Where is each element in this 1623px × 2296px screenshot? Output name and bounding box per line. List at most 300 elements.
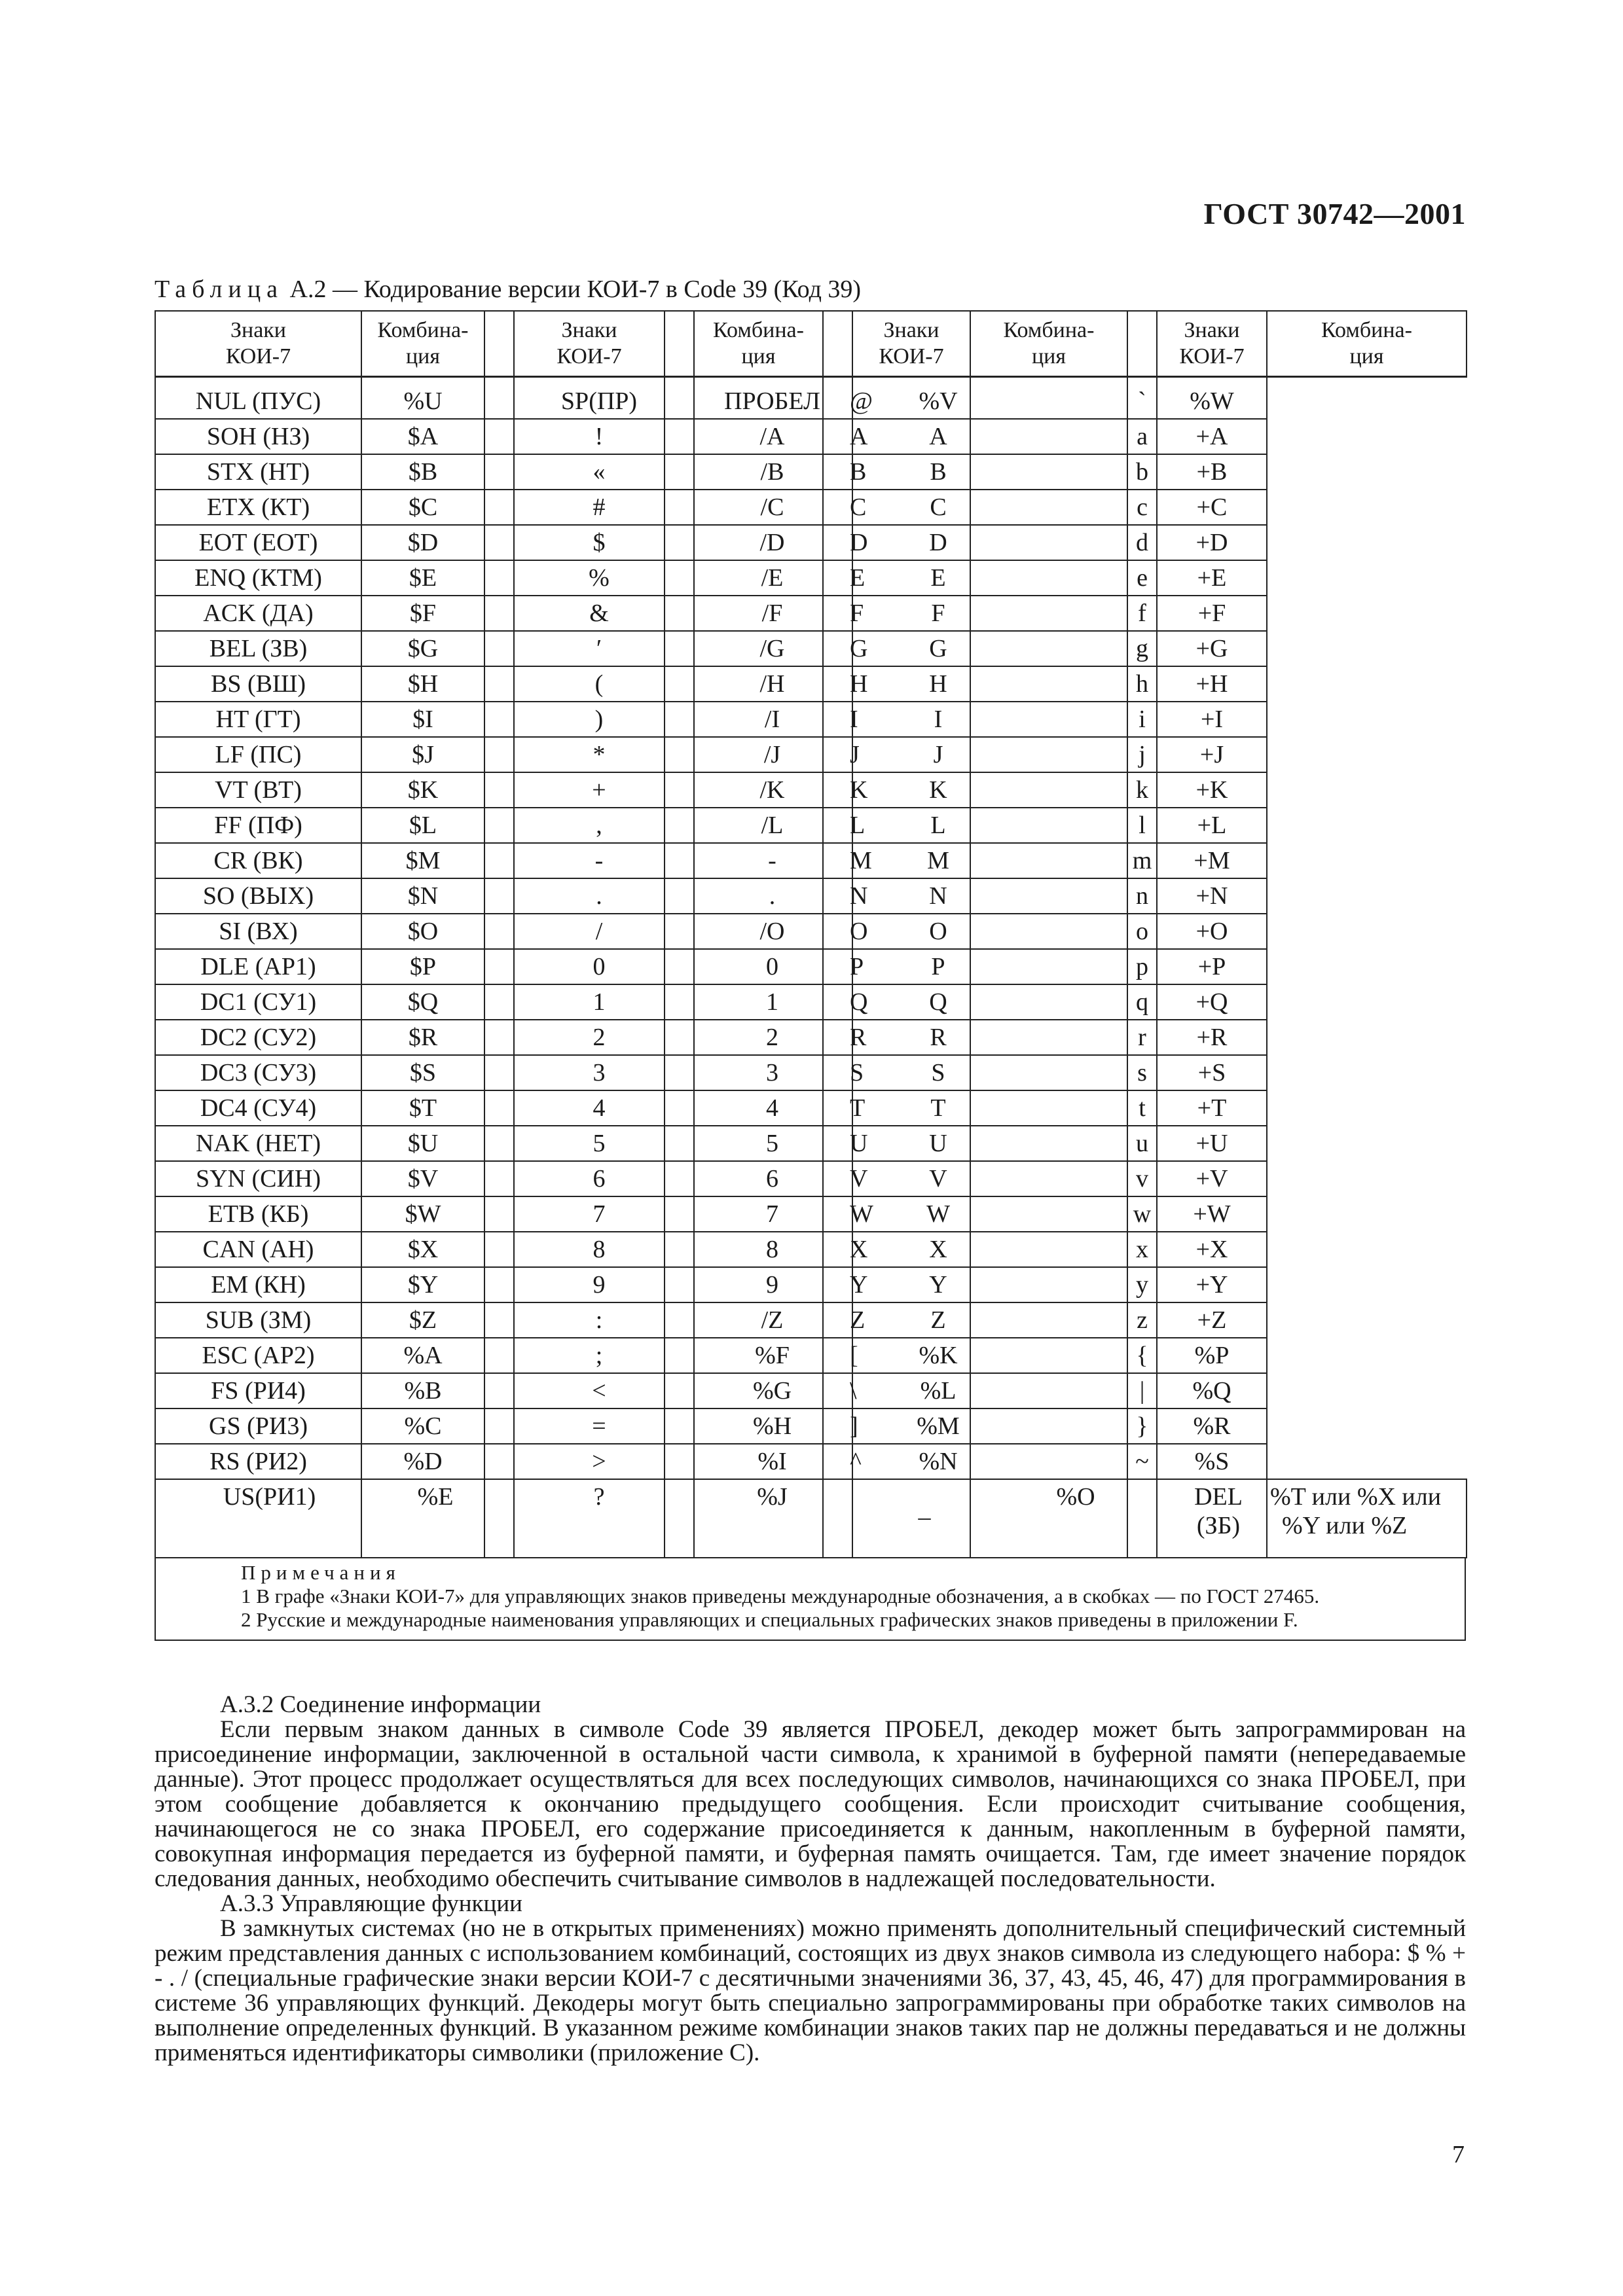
header-combination-1: Комбина- ция: [361, 311, 484, 377]
caption-label: Таблица: [155, 276, 284, 303]
cell-koi7-1: CAN (АН): [155, 1232, 361, 1267]
cell-koi7-1: VT (ВТ): [155, 772, 361, 808]
cell-koi7-1: NUL (ПУС): [155, 377, 361, 420]
notes-title: Примечания: [241, 1561, 401, 1584]
column-gap: [484, 1020, 514, 1055]
cell-koi7-3: B: [823, 454, 852, 490]
cell-combination-4: +U: [1157, 1126, 1267, 1161]
table-row: [155, 702, 1467, 737]
column-gap: [665, 1126, 694, 1161]
cell-koi7-3: F: [823, 596, 852, 631]
column-gap: [665, 631, 694, 666]
cell-combination-2: /A: [694, 419, 823, 454]
column-gap: [970, 490, 1127, 525]
column-gap: [665, 878, 694, 914]
cell-koi7-2: 5: [514, 1126, 665, 1161]
column-gap: [665, 1161, 694, 1196]
cell-koi7-4: a: [1127, 419, 1157, 454]
cell-combination-3: I: [852, 702, 970, 737]
cell-combination-2: 1: [694, 984, 823, 1020]
cell-koi7-3: \: [823, 1373, 852, 1408]
table-row: [155, 1055, 1467, 1090]
table-row: [155, 666, 1467, 702]
column-gap: [665, 666, 694, 702]
cell-combination-2: 8: [694, 1232, 823, 1267]
cell-koi7-2: ′: [514, 631, 665, 666]
cell-combination-1: $I: [361, 702, 484, 737]
cell-combination-3: %L: [852, 1373, 970, 1408]
cell-koi7-1: US(РИ1): [155, 1479, 361, 1558]
table-row: [155, 419, 1467, 454]
cell-koi7-4: DEL (ЗБ): [1157, 1479, 1267, 1558]
column-gap: [970, 419, 1127, 454]
column-gap: [970, 377, 1127, 420]
cell-combination-2: /Z: [694, 1302, 823, 1338]
column-gap: [665, 1408, 694, 1444]
cell-combination-1: %U: [361, 377, 484, 420]
caption-text: А.2 — Кодирование версии КОИ-7 в Code 39 (Код 39): [283, 276, 862, 303]
cell-combination-1: $Z: [361, 1302, 484, 1338]
cell-combination-2: %G: [694, 1373, 823, 1408]
column-gap: [970, 596, 1127, 631]
column-gap: [665, 808, 694, 843]
cell-combination-1: $Y: [361, 1267, 484, 1302]
cell-combination-2: /E: [694, 560, 823, 596]
cell-koi7-4: w: [1127, 1196, 1157, 1232]
cell-koi7-2: 4: [514, 1090, 665, 1126]
header-row: [155, 311, 1467, 377]
cell-combination-4: +V: [1157, 1161, 1267, 1196]
cell-combination-4: +J: [1157, 737, 1267, 772]
cell-combination-2: 4: [694, 1090, 823, 1126]
cell-koi7-3: J: [823, 737, 852, 772]
cell-combination-3: N: [852, 878, 970, 914]
column-gap: [484, 1267, 514, 1302]
column-gap: [970, 1338, 1127, 1373]
table-row: [155, 1408, 1467, 1444]
column-gap: [484, 1373, 514, 1408]
cell-combination-3: P: [852, 949, 970, 984]
table-header: [155, 311, 1467, 377]
cell-combination-2: /J: [694, 737, 823, 772]
cell-koi7-2: :: [514, 1302, 665, 1338]
column-gap: [970, 914, 1127, 949]
cell-koi7-1: FF (ПФ): [155, 808, 361, 843]
cell-koi7-2: .: [514, 878, 665, 914]
cell-koi7-3: D: [823, 525, 852, 560]
cell-combination-4: %Q: [1157, 1373, 1267, 1408]
cell-combination-3: B: [852, 454, 970, 490]
cell-koi7-1: DC4 (СУ4): [155, 1090, 361, 1126]
cell-koi7-4: ~: [1127, 1444, 1157, 1479]
column-gap: [665, 843, 694, 878]
cell-combination-4: +L: [1157, 808, 1267, 843]
section-a32-text: Если первым знаком данных в символе Code 39 является ПРОБЕЛ, декодер может быть запрограммирован на присоединение информации, заключенной в остальной части символа, к хранимой в буферной памяти (непередаваемые данные). Этот процесс продолжает осуществляться для всех последующих символов, начинающихся со знака ПРОБЕЛ, при этом сообщение добавляется к окончанию предыдущего сообщения. Если происходит считывание сообщения, начинающегося не со знака ПРОБЕЛ, его содержание присоединяется к данным, накопленным в буферной памяти, совокупная информация передается из буферной памяти, и буферная память очищается. Там, где имеет значение порядок следования данных, необходимо обеспечить считывание символов в надлежащей последовательности.: [155, 1716, 1466, 1892]
cell-koi7-3: H: [823, 666, 852, 702]
column-gap: [484, 666, 514, 702]
cell-combination-1: $A: [361, 419, 484, 454]
cell-combination-2: %J: [694, 1479, 823, 1558]
cell-koi7-1: DC3 (СУ3): [155, 1055, 361, 1090]
cell-koi7-3: G: [823, 631, 852, 666]
column-gap: [970, 878, 1127, 914]
cell-combination-1: $Q: [361, 984, 484, 1020]
column-gap: [484, 1302, 514, 1338]
cell-combination-2: 7: [694, 1196, 823, 1232]
cell-combination-3: M: [852, 843, 970, 878]
cell-combination-3: H: [852, 666, 970, 702]
cell-koi7-4: g: [1127, 631, 1157, 666]
column-gap: [484, 1232, 514, 1267]
table-row: [155, 1161, 1467, 1196]
cell-koi7-4: |: [1127, 1373, 1157, 1408]
column-gap: [970, 1126, 1127, 1161]
cell-combination-3: X: [852, 1232, 970, 1267]
cell-koi7-2: +: [514, 772, 665, 808]
table-row: [155, 1267, 1467, 1302]
cell-combination-2: 5: [694, 1126, 823, 1161]
cell-koi7-4: f: [1127, 596, 1157, 631]
column-gap: [484, 1090, 514, 1126]
table-row: [155, 843, 1467, 878]
cell-combination-3: %N: [852, 1444, 970, 1479]
cell-combination-2: /K: [694, 772, 823, 808]
cell-combination-1: $E: [361, 560, 484, 596]
column-gap: [970, 1161, 1127, 1196]
cell-koi7-2: 2: [514, 1020, 665, 1055]
cell-koi7-1: NAK (НЕТ): [155, 1126, 361, 1161]
column-gap: [665, 596, 694, 631]
cell-combination-4: %P: [1157, 1338, 1267, 1373]
table-row: [155, 560, 1467, 596]
cell-combination-1: $W: [361, 1196, 484, 1232]
cell-koi7-2: ): [514, 702, 665, 737]
table-row: [155, 914, 1467, 949]
cell-koi7-2: #: [514, 490, 665, 525]
column-gap: [484, 1444, 514, 1479]
column-gap: [970, 737, 1127, 772]
cell-koi7-4: n: [1127, 878, 1157, 914]
cell-combination-1: $X: [361, 1232, 484, 1267]
cell-combination-1: $R: [361, 1020, 484, 1055]
cell-combination-3: J: [852, 737, 970, 772]
cell-combination-3: D: [852, 525, 970, 560]
cell-combination-1: %C: [361, 1408, 484, 1444]
header-koi7-2: Знаки КОИ-7: [514, 311, 665, 377]
note-2: 2 Русские и международные наименования управляющих и специальных графических знаков приведены в приложении F.: [241, 1608, 1298, 1631]
column-gap: [970, 1020, 1127, 1055]
cell-combination-1: $P: [361, 949, 484, 984]
body-text: [155, 1693, 1466, 2066]
cell-combination-3: L: [852, 808, 970, 843]
column-gap: [665, 984, 694, 1020]
page-number: 7: [1452, 2141, 1465, 2168]
cell-koi7-4: m: [1127, 843, 1157, 878]
table-row: [155, 772, 1467, 808]
cell-koi7-3: Z: [823, 1302, 852, 1338]
cell-combination-4: %S: [1157, 1444, 1267, 1479]
cell-koi7-2: -: [514, 843, 665, 878]
cell-koi7-3: ]: [823, 1408, 852, 1444]
cell-combination-2: /I: [694, 702, 823, 737]
cell-koi7-1: CR (ВК): [155, 843, 361, 878]
column-gap: [970, 560, 1127, 596]
header-combination-3: Комбина- ция: [970, 311, 1127, 377]
column-gap: [484, 984, 514, 1020]
header-koi7-1: Знаки КОИ-7: [155, 311, 361, 377]
cell-koi7-2: 6: [514, 1161, 665, 1196]
cell-combination-4: +X: [1157, 1232, 1267, 1267]
column-gap: [970, 1408, 1127, 1444]
cell-combination-2: /D: [694, 525, 823, 560]
table-row: [155, 1302, 1467, 1338]
table-row: [155, 631, 1467, 666]
table-row: [155, 737, 1467, 772]
cell-koi7-2: &: [514, 596, 665, 631]
cell-combination-4: +N: [1157, 878, 1267, 914]
cell-combination-3: C: [852, 490, 970, 525]
cell-combination-2: /H: [694, 666, 823, 702]
cell-combination-4: +H: [1157, 666, 1267, 702]
cell-combination-4: +E: [1157, 560, 1267, 596]
cell-koi7-2: <: [514, 1373, 665, 1408]
cell-combination-2: 9: [694, 1267, 823, 1302]
cell-combination-2: 2: [694, 1020, 823, 1055]
column-gap: [484, 1161, 514, 1196]
cell-combination-4: %R: [1157, 1408, 1267, 1444]
cell-combination-3: Q: [852, 984, 970, 1020]
column-gap: [484, 1479, 514, 1558]
column-gap: [970, 1267, 1127, 1302]
column-gap: [665, 772, 694, 808]
cell-koi7-1: ETB (КБ): [155, 1196, 361, 1232]
table-row: [155, 1090, 1467, 1126]
cell-koi7-3: N: [823, 878, 852, 914]
cell-combination-4: +A: [1157, 419, 1267, 454]
cell-combination-2: .: [694, 878, 823, 914]
column-gap: [665, 1267, 694, 1302]
column-gap: [665, 377, 694, 420]
header-combination-4: Комбина- ция: [1267, 311, 1467, 377]
cell-koi7-3: L: [823, 808, 852, 843]
cell-koi7-1: ACK (ДА): [155, 596, 361, 631]
column-gap: [484, 808, 514, 843]
cell-koi7-3: Y: [823, 1267, 852, 1302]
column-gap: [484, 1196, 514, 1232]
cell-koi7-3: X: [823, 1232, 852, 1267]
cell-combination-1: $S: [361, 1055, 484, 1090]
column-gap: [484, 596, 514, 631]
cell-koi7-1: BS (ВШ): [155, 666, 361, 702]
cell-combination-2: %H: [694, 1408, 823, 1444]
column-gap: [970, 808, 1127, 843]
cell-koi7-2: $: [514, 525, 665, 560]
cell-koi7-3: O: [823, 914, 852, 949]
column-gap: [970, 949, 1127, 984]
column-gap: [484, 878, 514, 914]
column-gap: [484, 843, 514, 878]
cell-combination-4: +G: [1157, 631, 1267, 666]
cell-koi7-1: LF (ПС): [155, 737, 361, 772]
column-gap: [484, 525, 514, 560]
column-gap: [665, 914, 694, 949]
column-gap: [823, 1479, 852, 1558]
cell-koi7-4: k: [1127, 772, 1157, 808]
cell-koi7-3: W: [823, 1196, 852, 1232]
column-gap: [484, 914, 514, 949]
cell-combination-2: %I: [694, 1444, 823, 1479]
column-gap: [665, 490, 694, 525]
cell-combination-1: $M: [361, 843, 484, 878]
table-row: [155, 984, 1467, 1020]
column-gap: [484, 1126, 514, 1161]
cell-combination-3: Z: [852, 1302, 970, 1338]
column-gap: [970, 1444, 1127, 1479]
cell-combination-4: +W: [1157, 1196, 1267, 1232]
table-body: [155, 377, 1467, 1558]
cell-koi7-2: 8: [514, 1232, 665, 1267]
column-gap: [484, 560, 514, 596]
column-gap: [665, 1302, 694, 1338]
cell-koi7-2: /: [514, 914, 665, 949]
cell-combination-3: U: [852, 1126, 970, 1161]
column-gap: [970, 843, 1127, 878]
table-row: [155, 1444, 1467, 1479]
cell-koi7-3: V: [823, 1161, 852, 1196]
cell-combination-4: +O: [1157, 914, 1267, 949]
cell-koi7-4: s: [1127, 1055, 1157, 1090]
column-gap: [970, 1196, 1127, 1232]
cell-combination-1: $O: [361, 914, 484, 949]
cell-combination-1: $L: [361, 808, 484, 843]
koi7-table-block: [155, 310, 1466, 1641]
cell-koi7-2: 7: [514, 1196, 665, 1232]
cell-koi7-4: i: [1127, 702, 1157, 737]
cell-koi7-4: h: [1127, 666, 1157, 702]
cell-koi7-3: [: [823, 1338, 852, 1373]
cell-koi7-4: x: [1127, 1232, 1157, 1267]
cell-koi7-4: e: [1127, 560, 1157, 596]
cell-koi7-4: u: [1127, 1126, 1157, 1161]
cell-koi7-1: RS (РИ2): [155, 1444, 361, 1479]
cell-koi7-1: SYN (СИН): [155, 1161, 361, 1196]
table-row: [155, 1373, 1467, 1408]
cell-koi7-4: z: [1127, 1302, 1157, 1338]
cell-combination-2: /C: [694, 490, 823, 525]
header-koi7-4: Знаки КОИ-7: [1157, 311, 1267, 377]
cell-koi7-3: I: [823, 702, 852, 737]
cell-koi7-1: ENQ (КТМ): [155, 560, 361, 596]
column-gap: [665, 311, 694, 377]
cell-combination-4: +F: [1157, 596, 1267, 631]
column-gap: [970, 1055, 1127, 1090]
cell-combination-1: $D: [361, 525, 484, 560]
cell-koi7-2: 9: [514, 1267, 665, 1302]
table-row: [155, 1020, 1467, 1055]
cell-koi7-2: ;: [514, 1338, 665, 1373]
column-gap: [484, 1408, 514, 1444]
cell-combination-1: $F: [361, 596, 484, 631]
cell-koi7-1: STX (НТ): [155, 454, 361, 490]
column-gap: [665, 1020, 694, 1055]
cell-combination-4: +R: [1157, 1020, 1267, 1055]
cell-koi7-1: ETX (КТ): [155, 490, 361, 525]
cell-koi7-2: 0: [514, 949, 665, 984]
cell-koi7-3: _: [852, 1479, 970, 1558]
cell-combination-1: %E: [361, 1479, 484, 1558]
cell-combination-2: -: [694, 843, 823, 878]
column-gap: [970, 702, 1127, 737]
cell-koi7-2: ?: [514, 1479, 665, 1558]
cell-combination-1: $B: [361, 454, 484, 490]
cell-combination-3: %K: [852, 1338, 970, 1373]
cell-combination-4: +Q: [1157, 984, 1267, 1020]
table-row: [155, 454, 1467, 490]
cell-koi7-3: @: [823, 377, 852, 420]
cell-combination-2: 6: [694, 1161, 823, 1196]
cell-koi7-2: %: [514, 560, 665, 596]
cell-koi7-3: R: [823, 1020, 852, 1055]
cell-combination-1: $G: [361, 631, 484, 666]
cell-koi7-1: FS (РИ4): [155, 1373, 361, 1408]
column-gap: [484, 702, 514, 737]
cell-koi7-3: M: [823, 843, 852, 878]
column-gap: [1127, 311, 1157, 377]
column-gap: [665, 525, 694, 560]
cell-koi7-1: GS (РИ3): [155, 1408, 361, 1444]
cell-koi7-3: ^: [823, 1444, 852, 1479]
column-gap: [665, 1090, 694, 1126]
cell-combination-1: $V: [361, 1161, 484, 1196]
cell-koi7-3: S: [823, 1055, 852, 1090]
table-caption: [155, 275, 861, 304]
column-gap: [665, 737, 694, 772]
cell-combination-4: +D: [1157, 525, 1267, 560]
column-gap: [484, 454, 514, 490]
column-gap: [665, 1338, 694, 1373]
table-row: [155, 1338, 1467, 1373]
cell-combination-4: +Y: [1157, 1267, 1267, 1302]
cell-combination-2: /O: [694, 914, 823, 949]
table-row: [155, 596, 1467, 631]
cell-combination-1: $T: [361, 1090, 484, 1126]
table-notes: [155, 1558, 1466, 1641]
cell-koi7-1: DC2 (СУ2): [155, 1020, 361, 1055]
table-row: [155, 1196, 1467, 1232]
cell-combination-2: 3: [694, 1055, 823, 1090]
column-gap: [970, 984, 1127, 1020]
cell-combination-4: %W: [1157, 377, 1267, 420]
cell-combination-4: +P: [1157, 949, 1267, 984]
column-gap: [665, 419, 694, 454]
column-gap: [484, 1055, 514, 1090]
table-row: [155, 949, 1467, 984]
column-gap: [484, 631, 514, 666]
cell-koi7-1: SUB (ЗМ): [155, 1302, 361, 1338]
cell-combination-4: +T: [1157, 1090, 1267, 1126]
cell-combination-1: %B: [361, 1373, 484, 1408]
column-gap: [970, 1232, 1127, 1267]
header-combination-2: Комбина- ция: [694, 311, 823, 377]
cell-koi7-1: DLE (АР1): [155, 949, 361, 984]
column-gap: [970, 666, 1127, 702]
cell-combination-2: 0: [694, 949, 823, 984]
cell-koi7-2: =: [514, 1408, 665, 1444]
cell-combination-3: K: [852, 772, 970, 808]
cell-koi7-3: E: [823, 560, 852, 596]
cell-combination-3: R: [852, 1020, 970, 1055]
cell-combination-4: +Z: [1157, 1302, 1267, 1338]
